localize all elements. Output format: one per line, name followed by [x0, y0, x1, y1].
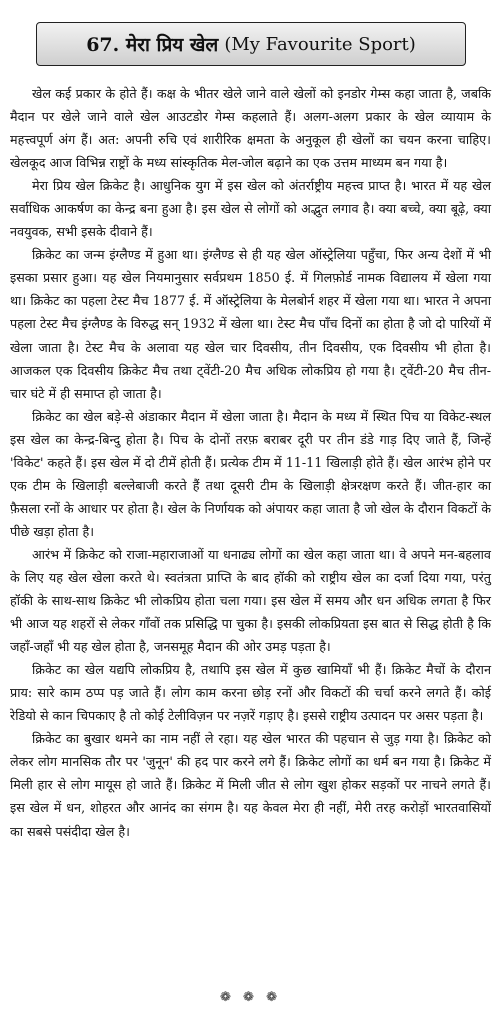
paragraph-3: क्रिकेट का जन्म इंग्लैण्ड में हुआ था। इंग्लैण्ड से ही यह खेल ऑस्ट्रेलिया पहुँचा, फिर अन्य देशों में भी इसका प्रसार हुआ। यह खेल नियमानुसार सर्वप्रथम 1850 ई. में गिलफ़ोर्ड नामक विद्यालय में खेला गया था। क्रिकेट का पहला टेस्ट मैच 1877 ई. में ऑस्ट्रेलिया के मेलबोर्न शहर में खेला गया था। भारत ने अपना पहला टेस्ट मैच इंग्लैण्ड के विरुद्ध सन् 1932 में खेला था। टेस्ट मैच पाँच दिनों का होता है जो दो पारियों में खेला जाता है। टेस्ट मैच के अलावा यह खेल चार दिवसीय, तीन दिवसीय, एक दिवसीय भी होता है। आजकल एक दिवसीय क्रिकेट मैच तथा ट्वेंटी-20 मैच अधिक लोकप्रिय हो गया है। ट्वेंटी-20 मैच तीन-चार घंटे में ही समाप्त हो जाता है।: [10, 247, 491, 401]
essay-body: [10, 82, 491, 843]
paragraph-7: क्रिकेट का बुखार थमने का नाम नहीं ले रहा। यह खेल भारत की पहचान से जुड़ गया है। क्रिकेट को लेकर लोग मानसिक तौर पर 'जुनून' की हद पार करने लगे हैं। क्रिकेट लोगों का धर्म बन गया है। क्रिकेट में मिली हार से लोग मायूस हो जाते हैं। क्रिकेट में मिली जीत से लोग खुश होकर सड़कों पर नाचने लगते हैं। इस खेल में धन, शोहरत और आनंद का संगम है। यह केवल मेरा ही नहीं, मेरी तरह करोड़ों भारतवासियों का सबसे पसंदीदा खेल है।: [10, 731, 491, 839]
paragraph-1: खेल कई प्रकार के होते हैं। कक्ष के भीतर खेले जाने वाले खेलों को इनडोर गेम्स कहा जाता है, जबकि मैदान पर खेले जाने वाले खेल आउटडोर गेम्स कहलाते हैं। अलग-अलग प्रकार के खेल व्यायाम के महत्त्वपूर्ण अंग हैं। अत: अपनी रुचि एवं शारीरिक क्षमता के अनुकूल ही खेलों का चयन करना चाहिए। खेलकूद आज विभिन्न राष्ट्रों के मध्य सांस्कृतिक मेल-जोल बढ़ाने का एक उत्तम माध्यम बन गया है।: [10, 86, 491, 171]
title-english: (My Favourite Sport): [224, 33, 416, 55]
paragraph-5: आरंभ में क्रिकेट को राजा-महाराजाओं या धनाढ्य लोगों का खेल कहा जाता था। वे अपने मन-बहलाव के लिए यह खेल खेला करते थे। स्वतंत्रता प्राप्ति के बाद हॉकी को राष्ट्रीय खेल का दर्जा दिया गया, परंतु हॉकी के साथ-साथ क्रिकेट भी लोकप्रिय होता चला गया। इस खेल में समय और धन अधिक लगता है फिर भी आज यह शहरों से लेकर गाँवों तक प्रसिद्धि पा चुका है। इसकी लोकप्रियता इस बात से सिद्ध होती है कि जहाँ-जहाँ भी यह खेल होता है, जनसमूह मैदान की ओर उमड़ पड़ता है।: [10, 546, 491, 655]
paragraph-2: मेरा प्रिय खेल क्रिकेट है। आधुनिक युग में इस खेल को अंतर्राष्ट्रीय महत्त्व प्राप्त है। भारत में यह खेल सर्वाधिक आकर्षण का केन्द्र बना हुआ है। इस खेल से लोगों को अद्भुत लगाव है। क्या बच्चे, क्या बूढ़े, क्या नवयुवक, सभी इसके दीवाने हैं।: [10, 178, 491, 240]
page-title: [36, 22, 466, 66]
paragraph-6: क्रिकेट का खेल यद्यपि लोकप्रिय है, तथापि इस खेल में कुछ खामियाँ भी हैं। क्रिकेट मैचों के दौरान प्राय: सारे काम ठप्प पड़ जाते हैं। लोग काम करना छोड़ रनों और विकटों की चर्चा करने लगते हैं। कोई रेडियो से कान चिपकाए है तो कोई टेलीविज़न पर नज़रें गड़ाए है। इससे राष्ट्रीय उत्पादन पर असर पड़ता है।: [10, 662, 491, 724]
paragraph-4: क्रिकेट का खेल बड़े-से अंडाकार मैदान में खेला जाता है। मैदान के मध्य में स्थित पिच या विकेट-स्थल इस खेल का केन्द्र-बिन्दु होता है। पिच के दोनों तरफ़ बराबर दूरी पर तीन डंडे गाड़ दिए जाते हैं, जिन्हें 'विकेट' कहते हैं। इस खेल में दो टीमें होती हैं। प्रत्येक टीम में 11-11 खिलाड़ी होते हैं। खेल आरंभ होने पर एक टीम के खिलाड़ी बल्लेबाजी करते हैं तथा दूसरी टीम के खिलाड़ी क्षेत्ररक्षण करते हैं। जीत-हार का फ़ैसला रनों के आधार पर होता है। खेल के निर्णायक को अंपायर कहा जाता है जो खेल के दौरान विकटों के पीछे खड़ा होता है।: [10, 408, 491, 539]
flower-ornament-icon: ❁ ❁ ❁: [220, 990, 281, 1005]
title-hindi: 67. मेरा प्रिय खेल: [86, 34, 219, 56]
